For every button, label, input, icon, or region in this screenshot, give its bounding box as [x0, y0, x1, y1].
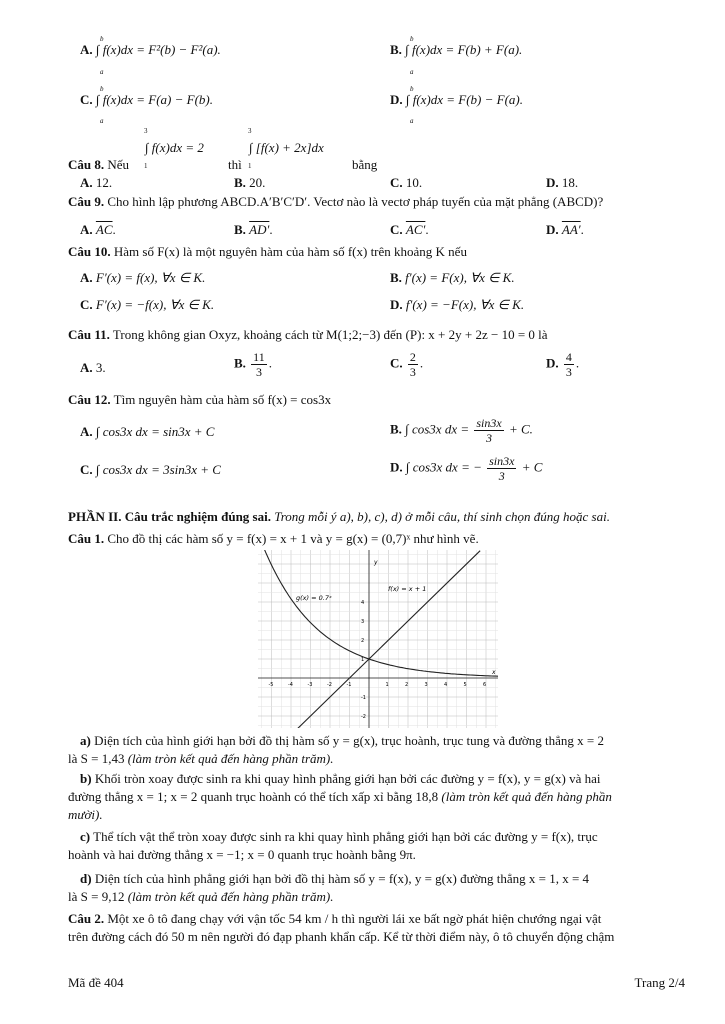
- statement-a: a) Diện tích của hình giới hạn bởi đồ thị hàm số y = g(x), trục hoành, trục tung và đường thẳng x = 2 là S = 1,43 (làm tròn kết quả đến hàng phần trăm).: [68, 733, 604, 766]
- q7-option-d[interactable]: D. ∫ f(x)dx = F(b) − F(a).: [390, 92, 524, 107]
- p2q1-stem: Câu 1. Cho đồ thị các hàm số y = f(x) = x + 1 và y = g(x) = (0,7)ˣ như hình vẽ.: [68, 531, 479, 546]
- y-tick-label: 4: [361, 600, 365, 606]
- q7-option-a[interactable]: A. ∫ f(x)dx = F²(b) − F²(a).: [80, 42, 221, 57]
- q10-option-a[interactable]: A. F′(x) = f(x), ∀x ∈ K.: [80, 270, 206, 285]
- q8-expr-upper: 3: [248, 127, 252, 135]
- page-number: Trang 2/4: [634, 975, 685, 990]
- q8-option-a[interactable]: A. 12.: [80, 175, 113, 190]
- q12-option-b[interactable]: B. ∫ cos3x dx = $\frac{\sin 3x}{3}$ + C.: [390, 416, 533, 445]
- q7-a-lower: a: [100, 68, 104, 76]
- y-tick-label: -1: [361, 695, 366, 701]
- q8-condition: ∫ f(x)dx = 2: [145, 140, 204, 155]
- q12-option-c[interactable]: C. ∫ cos3x dx = 3sin3x + C: [80, 462, 221, 477]
- x-tick-label: 5: [463, 682, 467, 688]
- part2-heading: PHẦN II. Câu trắc nghiệm đúng sai. Trong mỗi ý a), b), c), d) ở mỗi câu, thí sinh chọn đúng hoặc sai.: [68, 509, 610, 524]
- y-tick-label: -2: [361, 714, 366, 720]
- statement-d: d) Diện tích của hình phẳng giới hạn bởi đồ thị hàm số y = f(x), y = g(x) đường thẳng x = 1, x = 4 là S = 9,12 (làm tròn kết quả đến hàng phần trăm).: [68, 871, 590, 904]
- x-tick-label: 1: [385, 682, 389, 688]
- q8-cond-lower: 1: [144, 162, 148, 170]
- x-tick-label: 3: [424, 682, 428, 688]
- f-label: f(x) = x + 1: [388, 585, 427, 593]
- q9-option-a[interactable]: A. $\overline{AC}$.: [80, 222, 116, 237]
- statement-c: c) Thể tích vật thể tròn xoay được sinh ra khi quay hình phẳng giới hạn bởi các đường y = f(x), trục hoành và hai đường thẳng x = −1; x = 0 quanh trục hoành bằng 9π.: [68, 829, 598, 862]
- q8-cond-upper: 3: [144, 127, 148, 135]
- q10-option-c[interactable]: C. F′(x) = −f(x), ∀x ∈ K.: [80, 297, 215, 312]
- g-label: g(x) = 0.7ˣ: [296, 594, 332, 602]
- q11-stem: Câu 11. Trong không gian Oxyz, khoảng cách từ M(1;2;−3) đến (P): x + 2y + 2z − 10 = 0 là: [68, 327, 548, 342]
- q7-d-lower: a: [410, 117, 414, 125]
- x-tick-labels: [269, 682, 487, 688]
- graph-grid: [258, 550, 498, 728]
- q8-option-b[interactable]: B. 20.: [234, 175, 266, 190]
- x-tick-label: -4: [288, 682, 293, 688]
- q8-stem: Câu 8. Nếu: [68, 157, 130, 172]
- x-tick-label: -3: [307, 682, 313, 688]
- function-graph: [258, 550, 498, 728]
- q11-option-c[interactable]: C. $\frac{2}{3}$ .: [390, 350, 424, 379]
- exam-code: Mã đề 404: [68, 975, 124, 990]
- y-tick-label: 1: [361, 657, 365, 663]
- q8-expr-lower: 1: [248, 162, 252, 170]
- q10-option-d[interactable]: D. f′(x) = −F(x), ∀x ∈ K.: [390, 297, 525, 312]
- q10-option-b[interactable]: B. f′(x) = F(x), ∀x ∈ K.: [390, 270, 515, 285]
- q7-option-c[interactable]: C. ∫ f(x)dx = F(a) − F(b).: [80, 92, 214, 107]
- q7-b-upper: b: [410, 35, 414, 43]
- x-tick-label: -2: [327, 682, 332, 688]
- y-tick-label: 2: [361, 638, 365, 644]
- p2q2-stem: Câu 2. Một xe ô tô đang chạy với vận tốc 54 km / h thì người lái xe bất ngờ phát hiện chướng ngại vật trên đường cách đó 50 m nên người đó đạp phanh khẩn cấp. Kể từ thời điểm này, ô tô chuyển động chậm: [68, 911, 615, 944]
- q11-option-a[interactable]: A. 3.: [80, 360, 106, 375]
- q12-option-d[interactable]: D. ∫ cos3x dx = − $\frac{\sin 3x}{3}$ + C: [390, 454, 543, 483]
- q7-option-b[interactable]: B. ∫ f(x)dx = F(b) + F(a).: [390, 42, 523, 57]
- g-curve: [264, 550, 498, 676]
- q9-option-d[interactable]: D. AA′.: [546, 222, 584, 237]
- q9-stem: Câu 9. Cho hình lập phương ABCD.A′B′C′D′. Vectơ nào là vectơ pháp tuyến của mặt phẳng (ABCD)?: [68, 194, 604, 209]
- f-line: [289, 551, 480, 728]
- q11-option-b[interactable]: B. $\frac{11}{3}$ .: [234, 350, 272, 379]
- q12-stem: Câu 12. Tìm nguyên hàm của hàm số f(x) = cos3x: [68, 392, 332, 407]
- q11-option-d[interactable]: D. $\frac{4}{3}$ .: [546, 350, 580, 379]
- x-tick-label: 6: [483, 682, 487, 688]
- q7-a-upper: b: [100, 35, 104, 43]
- q8-option-d[interactable]: D. 18.: [546, 175, 579, 190]
- q9-option-c[interactable]: C. AC′.: [390, 222, 429, 237]
- q8-expression: ∫ [f(x) + 2x]dx: [249, 140, 324, 155]
- q10-stem: Câu 10. Hàm số F(x) là một nguyên hàm của hàm số f(x) trên khoảng K nếu: [68, 244, 467, 259]
- statement-b: b) Khối tròn xoay được sinh ra khi quay hình phẳng giới hạn bởi các đường y = f(x), y = g(x) và hai đường thẳng x = 1; x = 2 quanh trục hoành có thể tích xấp xỉ bằng 18,8 (làm tròn kết quả đến hàng phần mười).: [68, 771, 612, 822]
- x-tick-label: -5: [268, 682, 274, 688]
- x-tick-label: 2: [405, 682, 409, 688]
- q7-d-upper: b: [410, 85, 414, 93]
- x-tick-label: 4: [444, 682, 448, 688]
- y-tick-labels: [361, 600, 366, 720]
- q8-suffix: bằng: [352, 157, 378, 172]
- q7-b-lower: a: [410, 68, 414, 76]
- q7-c-lower: a: [100, 117, 104, 125]
- y-tick-label: 3: [361, 619, 365, 625]
- x-tick-label: -1: [346, 682, 352, 688]
- q9-option-b[interactable]: B. AD′.: [234, 222, 273, 237]
- q8-option-c[interactable]: C. 10.: [390, 175, 423, 190]
- q12-option-a[interactable]: A. ∫ cos3x dx = sin3x + C: [80, 424, 215, 439]
- y-axis-label: y: [374, 559, 378, 566]
- q7-c-upper: b: [100, 85, 104, 93]
- x-axis-label: x: [492, 669, 496, 676]
- q8-thi: thì: [228, 157, 242, 172]
